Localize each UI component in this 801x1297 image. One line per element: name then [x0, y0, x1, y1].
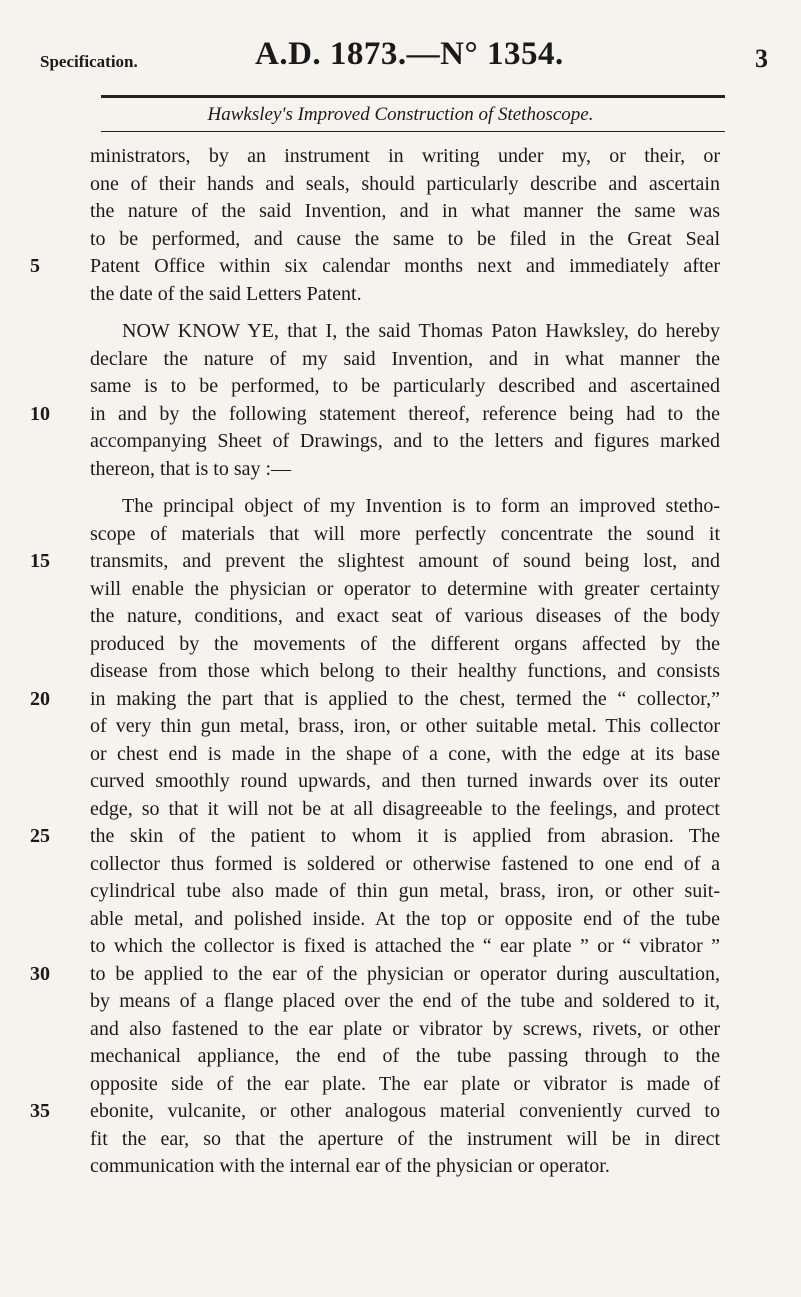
text-line — [90, 318, 720, 346]
text-line — [90, 1016, 720, 1044]
line-text: edge, so that it will not be at all disagreeable to the feelings, and protect — [90, 797, 720, 820]
text-line — [90, 346, 720, 374]
line-number: 35 — [30, 1100, 50, 1122]
text-line — [90, 576, 720, 604]
line-text: ministrators, by an instrument in writing under my, or their, or — [90, 145, 720, 167]
text-line — [90, 493, 720, 521]
paragraph-gap — [90, 483, 720, 493]
text-line — [30, 253, 720, 281]
text-line — [30, 961, 720, 989]
text-line — [90, 878, 720, 906]
line-text: to which the collector is fixed is attached the “ ear plate ” or “ vibrator ” — [90, 935, 720, 957]
line-number: 5 — [30, 255, 40, 277]
text-line — [90, 933, 720, 961]
line-text: the nature, conditions, and exact seat of various diseases of the body — [90, 605, 720, 627]
line-text: The principal object of my Invention is to form an improved stetho- — [122, 495, 720, 517]
line-text: in and by the following statement thereof, reference being had to the — [90, 402, 720, 425]
line-number: 20 — [30, 687, 50, 710]
text-line — [90, 171, 720, 199]
text-line — [90, 768, 720, 796]
line-text: or chest end is made in the shape of a cone, with the edge at its base — [90, 742, 720, 765]
line-number: 25 — [30, 825, 50, 847]
text-line — [90, 741, 720, 769]
line-text: thereon, that is to say :— — [90, 457, 292, 480]
text-line — [90, 456, 720, 484]
line-text: transmits, and prevent the slightest amount of sound being lost, and — [90, 550, 720, 572]
text-line — [90, 1071, 720, 1099]
specification-body — [30, 143, 720, 1181]
text-line — [90, 1043, 720, 1071]
running-subtitle: Hawksley's Improved Construction of Stethoscope. — [207, 104, 594, 125]
text-line — [30, 823, 720, 851]
subtitle-rule — [101, 131, 725, 132]
text-line — [90, 226, 720, 254]
patent-title: A.D. 1873.—N° 1354. — [255, 36, 564, 72]
line-text: same is to be performed, to be particularly described and ascertained — [90, 375, 720, 397]
text-line — [90, 906, 720, 934]
text-line — [90, 796, 720, 824]
line-text: will enable the physician or operator to determine with greater certainty — [90, 577, 720, 600]
paragraph-gap — [90, 308, 720, 318]
line-text: produced by the movements of the different organs affected by the — [90, 632, 720, 655]
paragraph — [30, 143, 720, 308]
text-line — [90, 631, 720, 659]
text-line — [30, 401, 720, 429]
line-number: 15 — [30, 550, 50, 572]
text-line — [30, 1098, 720, 1126]
text-line — [90, 1153, 720, 1181]
line-text: accompanying Sheet of Drawings, and to the letters and figures marked — [90, 430, 720, 452]
line-text: to be performed, and cause the same to be filed in the Great Seal — [90, 227, 720, 250]
text-line — [90, 988, 720, 1016]
text-line — [90, 281, 720, 309]
line-text: in making the part that is applied to the chest, termed the “ collector,” — [90, 687, 720, 710]
text-line — [90, 198, 720, 226]
line-text: the nature of the said Invention, and in what manner the same was — [90, 200, 720, 222]
header-rule — [101, 95, 725, 98]
line-number: 30 — [30, 962, 50, 985]
line-text: declare the nature of my said Invention, and in what manner the — [90, 347, 720, 370]
line-text: opposite side of the ear plate. The ear plate or vibrator is made of — [90, 1072, 720, 1095]
line-text: fit the ear, so that the aperture of the instrument will be in direct — [90, 1127, 720, 1150]
text-line — [90, 851, 720, 879]
text-line — [30, 686, 720, 714]
text-line — [30, 548, 720, 576]
line-text: able metal, and polished inside. At the top or opposite end of the tube — [90, 907, 720, 930]
line-text: NOW KNOW YE, that I, the said Thomas Paton Hawksley, do hereby — [122, 320, 720, 342]
line-text: disease from those which belong to their healthy functions, and consists — [90, 660, 720, 682]
text-line — [90, 1126, 720, 1154]
line-text: ebonite, vulcanite, or other analogous material conveniently curved to — [90, 1100, 720, 1122]
line-number: 10 — [30, 402, 50, 425]
line-text: the date of the said Letters Patent. — [90, 282, 362, 305]
page-header — [0, 0, 801, 90]
line-text: curved smoothly round upwards, and then turned inwards over its outer — [90, 770, 720, 792]
line-text: of very thin gun metal, brass, iron, or other suitable metal. This collector — [90, 715, 720, 737]
line-text: by means of a flange placed over the end of the tube and soldered to it, — [90, 990, 720, 1012]
line-text: mechanical appliance, the end of the tube passing through to the — [90, 1045, 720, 1067]
paragraph — [30, 493, 720, 1181]
specification-label: Specification. — [40, 52, 138, 71]
text-line — [90, 521, 720, 549]
line-text: scope of materials that will more perfectly concentrate the sound it — [90, 522, 720, 545]
text-line — [90, 143, 720, 171]
page-number: 3 — [755, 44, 768, 73]
line-text: cylindrical tube also made of thin gun metal, brass, iron, or other suit- — [90, 880, 720, 902]
line-text: the skin of the patient to whom it is applied from abrasion. The — [90, 825, 720, 847]
line-text: communication with the internal ear of the physician or operator. — [90, 1155, 610, 1177]
text-line — [90, 713, 720, 741]
paragraph — [30, 318, 720, 483]
line-text: to be applied to the ear of the physician or operator during auscultation, — [90, 962, 720, 985]
line-text: Patent Office within six calendar months next and immediately after — [90, 255, 720, 277]
line-text: one of their hands and seals, should particularly describe and ascertain — [90, 172, 720, 195]
line-text: and also fastened to the ear plate or vibrator by screws, rivets, or other — [90, 1017, 720, 1040]
text-line — [90, 373, 720, 401]
line-text: collector thus formed is soldered or otherwise fastened to one end of a — [90, 852, 720, 875]
text-line — [90, 603, 720, 631]
text-line — [90, 428, 720, 456]
text-line — [90, 658, 720, 686]
